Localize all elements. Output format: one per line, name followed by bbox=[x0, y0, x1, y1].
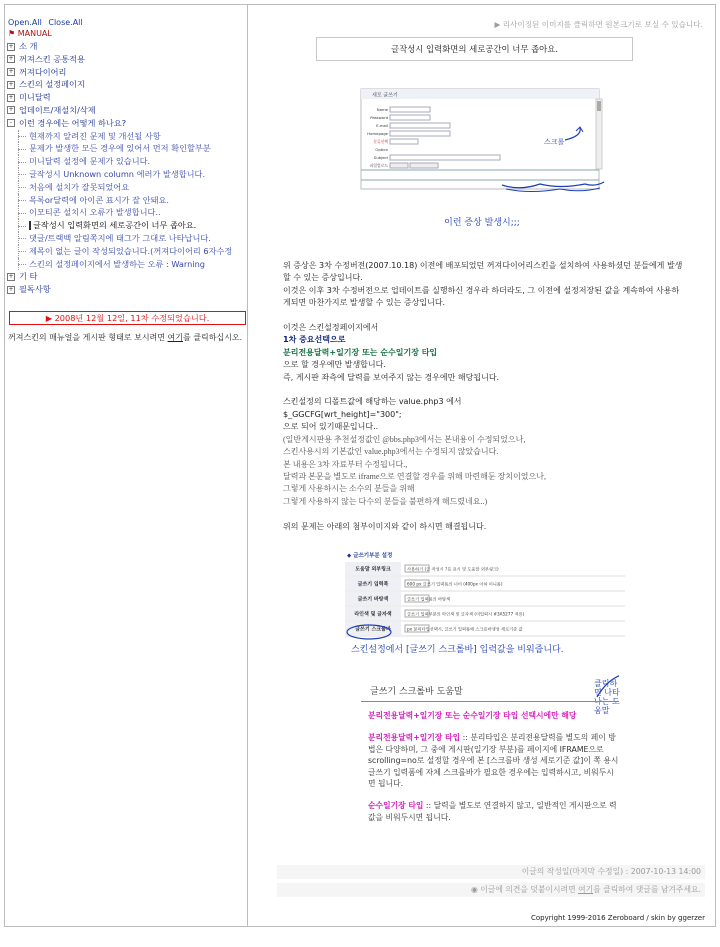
tree-folder[interactable] bbox=[7, 283, 245, 296]
settings-row-label: 글쓰기 스크롤바 bbox=[355, 626, 391, 633]
tree-item[interactable] bbox=[7, 232, 245, 245]
reply-text: ◉ 이글에 의견을 덧붙이시려면 bbox=[470, 885, 579, 894]
settings-row-value: 사용하기 (글 작성시 ?를 표시 및 도움말 외부링크) bbox=[407, 566, 499, 572]
paragraph-3c: 분리전용달력+일기장 또는 순수일기장 타입 bbox=[283, 347, 438, 357]
paragraph-4c: 으로 되어 있기때문입니다.. bbox=[283, 422, 379, 432]
page-title: 글작성시 입력화면의 세로공간이 너무 좁아요. bbox=[316, 37, 633, 61]
tree-label: 미니달력 bbox=[19, 92, 51, 103]
expand-icon[interactable]: + bbox=[8, 272, 14, 280]
settings-row-label: 도움말 외부링크 bbox=[355, 566, 391, 573]
paragraph-4h: 그렇게 사용하시는 소수의 분들을 위해 bbox=[283, 484, 415, 494]
article-body bbox=[283, 260, 683, 533]
form-header-text: 새로 글쓰기 bbox=[372, 92, 398, 99]
tree-folder[interactable] bbox=[7, 270, 245, 283]
note-text: 꺼져스킨의 매뉴얼을 게시판 형태로 보시려면 bbox=[8, 333, 168, 342]
form-field-label: 분류선택 bbox=[373, 139, 388, 144]
settings-row-label: 글쓰기 바탕색 bbox=[357, 596, 389, 603]
symptom-caption: 이런 증상 발생시;;; bbox=[444, 218, 520, 228]
paragraph-3b: 1차 중요선택으로 bbox=[283, 335, 346, 345]
current-marker-icon bbox=[29, 221, 31, 230]
tree-label: 스킨의 설정페이지에서 발생하는 오류 : Warning bbox=[29, 258, 205, 269]
expand-icon[interactable]: + bbox=[8, 68, 14, 76]
tree-item[interactable] bbox=[7, 142, 245, 155]
expand-icon[interactable]: + bbox=[8, 80, 14, 88]
open-all-link[interactable]: Open.All bbox=[8, 18, 42, 27]
tree-label: 글작성시 입력화면의 세로공간이 너무 좁아요. bbox=[33, 220, 197, 231]
tree-item[interactable] bbox=[7, 258, 245, 271]
tree-label: 기 타 bbox=[19, 271, 38, 282]
tree-label: 처음에 설치가 잘못되었어요 bbox=[29, 181, 130, 192]
help-line-3 bbox=[368, 800, 620, 823]
reply-text-end: 를 클릭하여 댓글를 남겨주세요. bbox=[593, 885, 701, 894]
reply-link[interactable]: 여기 bbox=[578, 885, 594, 894]
manual-tree bbox=[7, 40, 245, 296]
board-view-link[interactable]: 여기 bbox=[167, 333, 184, 342]
settings-row-value: 글쓰기 입력부분의 라인색 및 글자색 (미입력시 #3A5277 적용) bbox=[407, 611, 525, 617]
form-field-label: Subject bbox=[373, 155, 388, 160]
tree-label: 스킨의 설정페이지 bbox=[19, 79, 85, 90]
tree-label: 문제가 발생한 모든 경우에 있어서 먼저 확인할부분 bbox=[29, 143, 211, 154]
close-all-link[interactable]: Close.All bbox=[48, 18, 83, 27]
paragraph-4i: 그렇게 사용하지 않는 다수의 분들을 불편하게 해드렸네요..) bbox=[283, 496, 488, 506]
content-area bbox=[249, 5, 715, 927]
tree-label: 꺼져스킨 공통적용 bbox=[19, 53, 85, 64]
settings-header: ◆ 글쓰기부분 설정 bbox=[347, 553, 393, 559]
settings-screenshot[interactable] bbox=[345, 550, 625, 640]
form-field-label: Name bbox=[376, 107, 388, 112]
tree-item[interactable] bbox=[7, 245, 245, 258]
tree-folder[interactable] bbox=[7, 40, 245, 53]
paragraph-3d: 으로 할 경우에만 발생합니다. bbox=[283, 360, 386, 370]
expand-icon[interactable]: + bbox=[8, 106, 14, 114]
tree-item-current[interactable] bbox=[7, 219, 245, 232]
tree-label: 현재까지 알려진 문제 및 개선될 사항 bbox=[29, 130, 161, 141]
collapse-icon[interactable]: - bbox=[7, 119, 15, 127]
note-text-end: 를 클릭하십시오. bbox=[183, 333, 243, 342]
tree-folder[interactable] bbox=[7, 117, 245, 130]
settings-row-label: 글쓰기 입력폭 bbox=[357, 581, 389, 588]
paragraph-5: 위의 문제는 아래의 첨부이미지와 같이 하시면 해결됩니다. bbox=[283, 521, 487, 531]
tree-item[interactable] bbox=[7, 206, 245, 219]
form-field-label: Password bbox=[370, 115, 388, 120]
update-notice: ▶ 2008년 12월 12일, 11차 수정되었습니다. bbox=[9, 311, 246, 325]
form-field-label: E-mail bbox=[376, 123, 388, 128]
help-line-2-rest: :: 분리타입은 분리전용달력를 별도의 페이 방법은 다양하며, 그 중에 게시판(일기장 부분)를 페이지에 IFRAME으로 scrolling=no로 설정할 경우에 본 [스크롤바 생성 세로기준 값]이 쪽 용시 글쓰기 입력폼에 자체 스크롤바가 필요한 경우에는 입력하시고, 비워두시면 됩니다. bbox=[368, 733, 619, 789]
paragraph-4d: (일반게시판용 추천설정값인 @bbs.php3에서는 본내용이 수정되었으나, bbox=[283, 434, 526, 444]
settings-row-value: 600 px 글쓰기 입력폼의 너비 (400px 이하 미니폼) bbox=[407, 581, 503, 587]
form-field-label: Homepage bbox=[367, 131, 388, 136]
tree-controls bbox=[8, 18, 87, 27]
help-line-1: 분리전용달력+일기장 또는 순수일기장 타입 선택시에만 해당 bbox=[368, 711, 577, 720]
resize-hint: ▶ 리사이징된 이미지를 클릭하면 원본크기로 보실 수 있습니다. bbox=[494, 20, 703, 29]
tree-label: 소 개 bbox=[19, 41, 38, 51]
tree-label: 업데이트/재설치/삭제 bbox=[19, 104, 96, 115]
tree-label: 이모티콘 설치시 오류가 발생합니다.. bbox=[29, 207, 161, 218]
paragraph-3e: 즉, 게시판 좌측에 달력를 보여주지 않는 경우에만 해당됩니다. bbox=[283, 372, 500, 382]
scroll-annotation: 스크롤 bbox=[544, 138, 565, 146]
help-title: 글쓰기 스크롤바 도움말 bbox=[370, 687, 463, 697]
tree-label: 목록or달력에 아이콘 표시가 잘 안돼요. bbox=[29, 194, 170, 205]
reply-note bbox=[277, 883, 705, 897]
expand-icon[interactable]: + bbox=[8, 55, 14, 63]
write-form-screenshot[interactable] bbox=[360, 88, 610, 198]
help-handnote: 클릭하면 나타나는 도움말 bbox=[594, 679, 620, 715]
copyright: Copyright 1999-2016 Zeroboard / skin by ggerzer bbox=[531, 914, 705, 922]
help-line-3-rest: :: 달력을 별도로 연결하지 않고, 일반적인 게시판으로 력값을 비워두시면 됩니다. bbox=[368, 801, 617, 822]
tree-label: 글작성시 Unknown column 에러가 발생합니다. bbox=[29, 168, 206, 179]
tree-item[interactable] bbox=[7, 194, 245, 207]
tree-label: 필독사항 bbox=[19, 284, 51, 295]
tree-item[interactable] bbox=[7, 168, 245, 181]
left-sidebar bbox=[5, 5, 248, 927]
paragraph-2: 이것은 이후 3차 수정버전으로 업데이트를 실행하신 경우라 하더라도, 그 이전에 설정저장된 값을 계속하여 사용하게되면 마찬가지로 발생할 수 있는 증상입니다. bbox=[283, 285, 680, 308]
tree-folder[interactable] bbox=[7, 78, 245, 91]
expand-icon[interactable]: + bbox=[8, 93, 14, 101]
help-line-3-bold: 순수일기장 타입 bbox=[368, 801, 424, 811]
help-divider bbox=[361, 701, 619, 702]
paragraph-4e: 스킨사용시의 기본값인 value.php3에서는 수정되지 않았습니다. bbox=[283, 447, 499, 457]
tree-folder[interactable] bbox=[7, 66, 245, 79]
tree-item[interactable] bbox=[7, 155, 245, 168]
settings-row-value: px 분리타입선택시, 글쓰기 입력폼에 스크롤바생성 세로기준 값 bbox=[407, 626, 523, 632]
paragraph-4g: 달력과 본문을 별도로 iframe으로 연결할 경우를 위해 마련해둔 장치이었으나, bbox=[283, 471, 546, 481]
tree-label: 이런 경우에는 어떻게 하나요? bbox=[19, 117, 127, 128]
expand-icon[interactable]: + bbox=[8, 285, 14, 293]
tree-folder[interactable] bbox=[7, 104, 245, 117]
tree-item[interactable] bbox=[7, 130, 245, 143]
paragraph-4b: $_GGCFG[wrt_height]="300"; bbox=[283, 409, 402, 419]
post-date: 이글의 작성일(마지막 수정일) : 2007-10-13 14:00 bbox=[277, 865, 705, 879]
settings-row-value: 글쓰기 입력폼의 바탕색 bbox=[407, 596, 451, 602]
tree-label: 댓글/트랙백 알림쪽지에 태그가 그대로 나타납니다. bbox=[29, 232, 211, 243]
form-field-label: 파일업로드 bbox=[369, 163, 388, 168]
tree-label: 꺼져다이어리 bbox=[19, 66, 67, 77]
settings-row-label: 라인색 및 글자색 bbox=[354, 611, 392, 618]
tree-label: 제목이 없는 글이 작성되었습니다.(꺼져다이어리 6자수정 bbox=[29, 245, 233, 256]
tree-folder[interactable] bbox=[7, 53, 245, 66]
flag-icon: ⚑ bbox=[8, 29, 16, 38]
form-field-label: Option bbox=[375, 147, 388, 152]
paragraph-4f: 본 내용은 3차 자료부터 수정됩니다., bbox=[283, 459, 408, 469]
manual-root[interactable] bbox=[8, 29, 52, 38]
help-line-2-bold: 분리전용달력+일기장 타입 bbox=[368, 733, 461, 743]
tree-label: 미니달력 설정에 문제가 있습니다. bbox=[29, 156, 151, 167]
settings-caption: 스킨설정에서 [글쓰기 스크롤바] 입력값을 비워줍니다. bbox=[351, 645, 564, 655]
paragraph-1: 위 증상은 3차 수정버전(2007.10.18) 이전에 배포되었던 꺼져다이어리스킨을 설치하여 사용하셨던 분들에게 발생할 수 있는 증상입니다. bbox=[283, 261, 683, 283]
expand-icon[interactable]: + bbox=[8, 42, 14, 50]
board-view-note bbox=[8, 332, 248, 343]
tree-item[interactable] bbox=[7, 181, 245, 194]
manual-label: MANUAL bbox=[17, 29, 52, 38]
paragraph-3a: 이것은 스킨설정페이지에서 bbox=[283, 323, 379, 333]
help-body bbox=[368, 710, 620, 823]
help-line-2 bbox=[368, 732, 620, 789]
paragraph-4a: 스킨설정의 디폴트값에 해당하는 value.php3 에서 bbox=[283, 397, 462, 407]
tree-folder[interactable] bbox=[7, 91, 245, 104]
